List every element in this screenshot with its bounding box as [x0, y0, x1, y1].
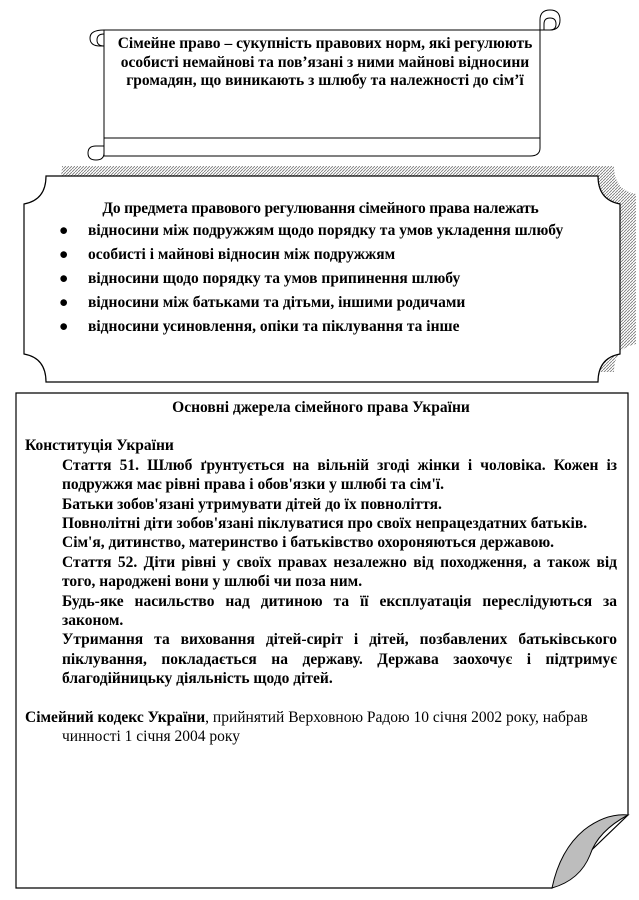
list-item: ● відносини щодо порядку та умов припинення шлюбу [59, 270, 461, 287]
list-item: ● особисті і майнові відносин між подружжям [59, 246, 396, 263]
sources-panel [25, 398, 617, 747]
constitution-heading: Конституція України [25, 437, 174, 455]
article-52-label: Стаття 52. [62, 553, 138, 571]
family-law-definition [115, 35, 535, 91]
subject-panel [28, 199, 613, 341]
family-code-paragraph [25, 708, 617, 747]
subject-list [28, 221, 613, 337]
bullet-icon: ● [59, 318, 69, 335]
list-item: ● відносини між батьками та дітьми, іншими родичами [59, 294, 466, 311]
family-code-text: , прийнятий Верховною Радою 10 січня 2002 року, набрав чинності 1 січня 2004 року [62, 708, 588, 746]
list-item: ● відносини між подружжям щодо порядку та умов укладення шлюбу [59, 222, 564, 239]
article-51-paragraph [25, 456, 617, 495]
bullet-icon: ● [59, 222, 69, 239]
family-law-term: Сімейне право [117, 35, 221, 52]
adult-children-paragraph: Повнолітні діти зобов'язані піклуватися про своїх непрацездатних батьків. [62, 515, 588, 533]
article-51-label: Стаття 51. [62, 456, 139, 474]
list-item: ● відносини усиновлення, опіки та піклування та інше [59, 318, 460, 335]
family-code-heading: Сімейний кодекс України [25, 708, 206, 726]
sources-title: Основні джерела сімейного права України [172, 399, 470, 416]
orphans-paragraph: Утримання та виховання дітей-сиріт і дітей, позбавлених батьківського піклування, покладається на державу. Держава заохочує і підтримує благодійницьку діяльність щодо дітей. [62, 631, 617, 688]
subject-title: До предмета правового регулювання сімейного права належать [102, 200, 539, 217]
bullet-icon: ● [59, 246, 69, 263]
parents-paragraph: Батьки зобов'язані утримувати дітей до їх повноліття. [62, 495, 442, 513]
family-law-definition-text: – сукупність правових норм, які регулюють особисті немайнові та пов’язані з ними майнові відносини громадян, що виникають з шлюбу та належності до сім’ї [120, 35, 533, 89]
family-protection-paragraph: Сім'я, дитинство, материнство і батьківство охороняються державою. [62, 534, 555, 552]
article-52-text: Діти рівні у своїх правах незалежно від походження, а також від того, народжені вони у шлюбі чи поза ним. [62, 553, 617, 591]
bullet-icon: ● [59, 294, 69, 311]
article-52-paragraph [25, 553, 617, 592]
bullet-icon: ● [59, 270, 69, 287]
violence-paragraph: Будь-яке насильство над дитиною та її експлуатація переслідуються за законом. [62, 592, 617, 630]
article-51-text: Шлюб ґрунтується на вільній згоді жінки і чоловіка. Кожен із подружжя має рівні права і обов'язки у шлюбі та сім'ї. [62, 456, 617, 494]
